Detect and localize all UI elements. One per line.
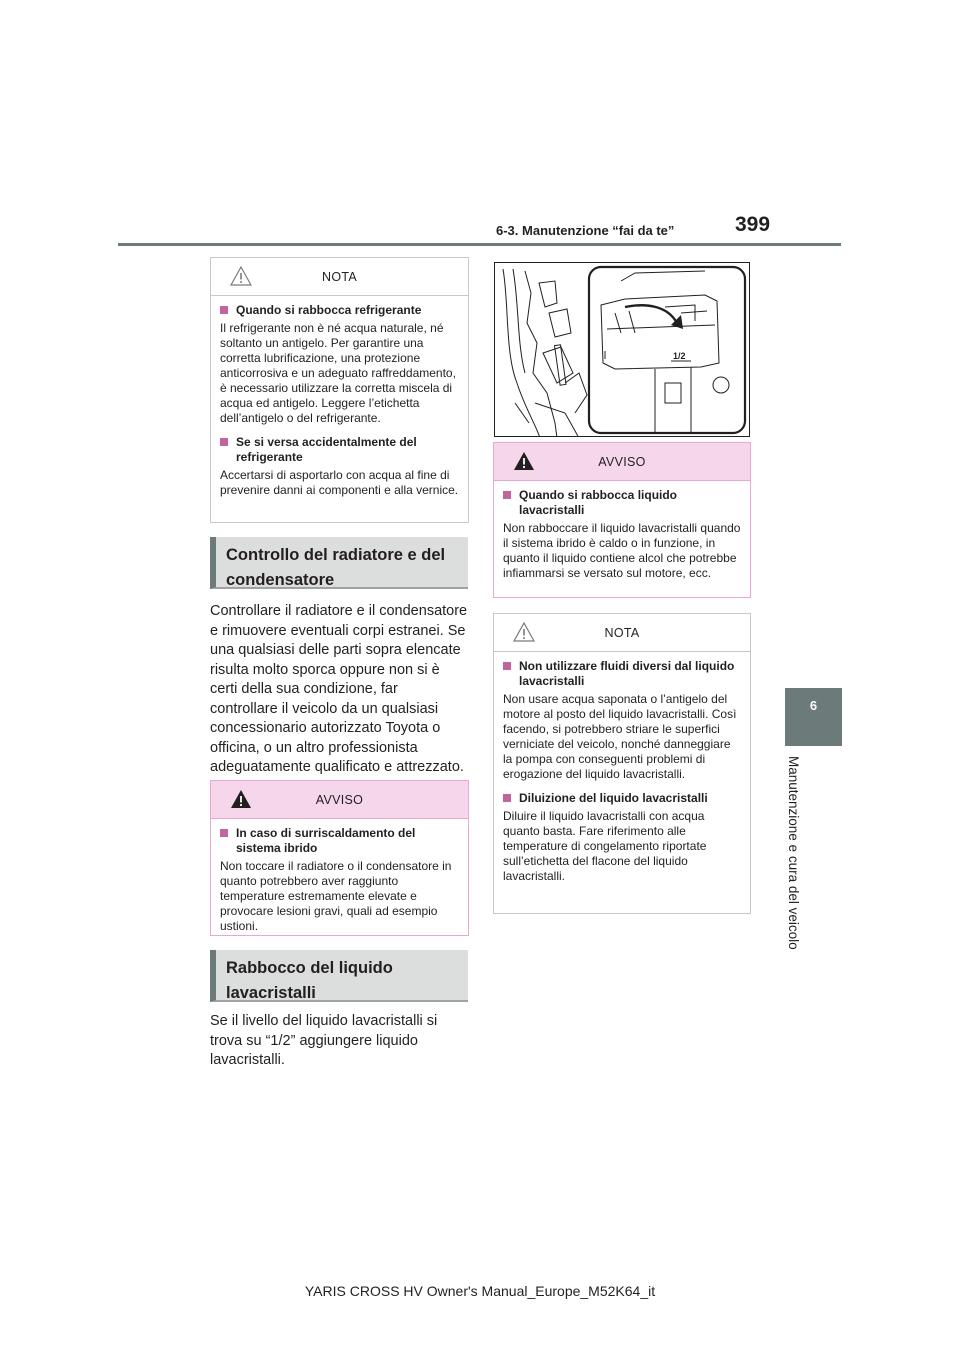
chapter-tab-number: 6 — [809, 698, 818, 713]
footer-manual-id: YARIS CROSS HV Owner's Manual_Europe_M52K64_it — [304, 1283, 656, 1299]
chapter-side-title — [786, 756, 814, 956]
chapter-side-title-text: Manutenzione e cura del veicolo — [786, 756, 801, 950]
header-section-title: 6-3. Manutenzione “fai da te” — [496, 223, 675, 238]
section-heading-radiator — [210, 537, 468, 589]
nota-item-text: Diluire il liquido lavacristalli con acqua quanto basta. Fare riferimento alle temperature di congelamento riportate sull’etichetta del flacone del liquido lavacristalli. — [503, 809, 707, 883]
section-heading-text: Controllo del radiatore e del condensatore — [226, 546, 446, 589]
washer-tank-illustration — [495, 263, 750, 437]
nota-item-title: Non utilizzare fluidi diversi dal liquido lavacristalli — [503, 659, 741, 689]
section-heading-washer — [210, 950, 468, 1002]
avviso-label: AVVISO — [598, 454, 646, 469]
avviso-item-title: In caso di surriscaldamento del sistema ibrido — [220, 826, 459, 856]
nota-label: NOTA — [604, 625, 640, 640]
nota-item-title: Se si versa accidentalmente del refrigerante — [220, 435, 459, 465]
nota-item-title: Diluizione del liquido lavacristalli — [503, 791, 741, 806]
chapter-tab — [785, 688, 842, 746]
nota-label: NOTA — [322, 269, 357, 284]
avviso-item-text: Non rabboccare il liquido lavacristalli quando il sistema ibrido è caldo o in funzione, in quanto il liquido contiene alcol che potrebbe infiammarsi se versato sul motore, ecc. — [503, 521, 741, 580]
header-rule — [118, 243, 841, 246]
nota-box-header — [494, 614, 750, 652]
nota-item-title: Quando si rabbocca refrigerante — [220, 303, 459, 318]
tank-half-mark: 1/2 — [673, 351, 686, 361]
nota-item-text: Non usare acqua saponata o l’antigelo del motore al posto del liquido lavacristalli. Così facendo, si potrebbero striare le superfici verniciate del veicolo, nonché danneggiare la pompa con conseguenti problemi di erogazione del liquido lavacristalli. — [503, 692, 737, 781]
avviso-item-title: Quando si rabbocca liquido lavacristalli — [503, 488, 741, 518]
washer-tank-figure — [494, 262, 750, 437]
section-heading-text: Rabbocco del liquido lavacristalli — [226, 959, 393, 1002]
nota-box-header — [211, 258, 468, 296]
nota-box-coolant — [210, 257, 469, 523]
nota-item-text: Il refrigerante non è né acqua naturale, né soltanto un antigelo. Per garantire una corretta lubrificazione, una protezione anticorrosiva e un adeguato raffreddamento, è necessario utilizzare la corretta miscela di acqua ed antigelo. Leggere l’etichetta dell’antigelo o del refrigerante. — [220, 321, 456, 425]
caution-outline-icon — [230, 266, 252, 286]
avviso-box-header — [211, 781, 468, 819]
avviso-box-washer — [493, 442, 751, 598]
warning-filled-icon — [230, 789, 252, 809]
avviso-item-text: Non toccare il radiatore o il condensatore in quanto potrebbero aver raggiunto temperature estremamente elevate e provocare lesioni gravi, quali ad esempio ustioni. — [220, 859, 452, 933]
nota-item-text: Accertarsi di asportarlo con acqua al fine di prevenire danni ai componenti e alla vernice. — [220, 468, 459, 497]
avviso-box-overheat — [210, 780, 469, 936]
nota-box-washer — [493, 613, 751, 914]
avviso-box-header — [494, 443, 750, 481]
paragraph-washer: Se il livello del liquido lavacristalli si trova su “1/2” aggiungere liquido lavacristalli. — [210, 1013, 438, 1068]
warning-filled-icon — [513, 451, 535, 471]
paragraph-radiator: Controllare il radiatore e il condensatore e rimuovere eventuali corpi estranei. Se una qualsiasi delle parti sopra elencate risulta molto sporca oppure non si è certi della sua condizione, far controllare il veicolo da un qualsiasi concessionario autorizzato Toyota o officina, o un altro professionista adeguatamente qualificato e attrezzato. — [210, 603, 468, 775]
caution-outline-icon — [513, 622, 535, 642]
page-number: 399 — [735, 213, 771, 236]
avviso-label: AVVISO — [315, 792, 364, 807]
